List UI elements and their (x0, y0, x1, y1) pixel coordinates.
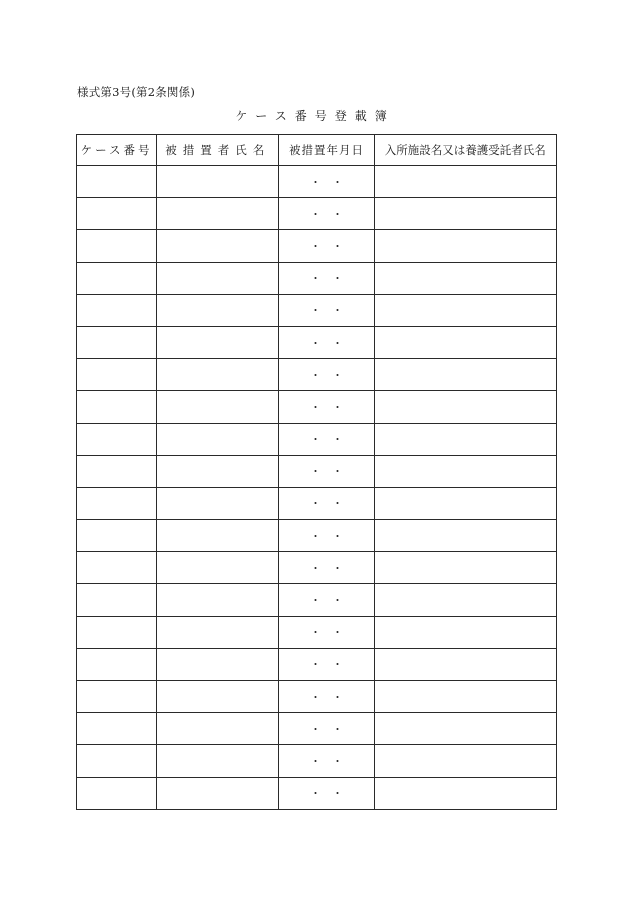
case-number-cell[interactable] (77, 455, 157, 487)
person-name-cell[interactable] (157, 262, 279, 294)
case-number-cell[interactable] (77, 391, 157, 423)
table-row (77, 713, 557, 745)
case-number-cell[interactable] (77, 777, 157, 809)
placement-date-cell[interactable]: ・ ・ (279, 681, 374, 713)
placement-date-cell[interactable]: ・ ・ (279, 520, 374, 552)
person-name-cell[interactable] (157, 745, 279, 777)
facility-cell[interactable] (374, 326, 556, 358)
facility-cell[interactable] (374, 423, 556, 455)
placement-date-cell[interactable]: ・ ・ (279, 745, 374, 777)
table-row (77, 552, 557, 584)
facility-cell[interactable] (374, 455, 556, 487)
table-row (77, 745, 557, 777)
table-row (77, 359, 557, 391)
case-number-cell[interactable] (77, 166, 157, 198)
form-number: 様式第3号(第2条関係) (77, 85, 196, 99)
person-name-cell[interactable] (157, 166, 279, 198)
placement-date-cell[interactable]: ・ ・ (279, 391, 374, 423)
placement-date-cell[interactable]: ・ ・ (279, 166, 374, 198)
facility-cell[interactable] (374, 648, 556, 680)
facility-cell[interactable] (374, 520, 556, 552)
table-row (77, 616, 557, 648)
person-name-cell[interactable] (157, 777, 279, 809)
table-row (77, 584, 557, 616)
table-row (77, 262, 557, 294)
person-name-cell[interactable] (157, 198, 279, 230)
case-number-cell[interactable] (77, 423, 157, 455)
table-row (77, 423, 557, 455)
placement-date-cell[interactable]: ・ ・ (279, 552, 374, 584)
facility-cell[interactable] (374, 745, 556, 777)
case-number-cell[interactable] (77, 616, 157, 648)
person-name-cell[interactable] (157, 648, 279, 680)
case-number-cell[interactable] (77, 230, 157, 262)
facility-cell[interactable] (374, 166, 556, 198)
placement-date-cell[interactable]: ・ ・ (279, 230, 374, 262)
person-name-cell[interactable] (157, 552, 279, 584)
table-row (77, 294, 557, 326)
placement-date-cell[interactable]: ・ ・ (279, 198, 374, 230)
placement-date-cell[interactable]: ・ ・ (279, 423, 374, 455)
placement-date-cell[interactable]: ・ ・ (279, 584, 374, 616)
table-row (77, 777, 557, 809)
placement-date-cell[interactable]: ・ ・ (279, 455, 374, 487)
placement-date-cell[interactable]: ・ ・ (279, 294, 374, 326)
person-name-cell[interactable] (157, 326, 279, 358)
table-row (77, 520, 557, 552)
table-row (77, 487, 557, 519)
facility-cell[interactable] (374, 584, 556, 616)
register-title-text: ケース番号登載簿 (235, 109, 395, 123)
person-name-cell[interactable] (157, 294, 279, 326)
facility-cell[interactable] (374, 230, 556, 262)
placement-date-cell[interactable]: ・ ・ (279, 777, 374, 809)
person-name-cell[interactable] (157, 359, 279, 391)
case-number-cell[interactable] (77, 648, 157, 680)
person-name-cell[interactable] (157, 230, 279, 262)
case-number-cell[interactable] (77, 552, 157, 584)
facility-cell[interactable] (374, 262, 556, 294)
facility-cell[interactable] (374, 681, 556, 713)
facility-cell[interactable] (374, 487, 556, 519)
placement-date-cell[interactable]: ・ ・ (279, 359, 374, 391)
facility-cell[interactable] (374, 198, 556, 230)
facility-cell[interactable] (374, 777, 556, 809)
person-name-cell[interactable] (157, 681, 279, 713)
header-case-number: ケース番号 (77, 135, 157, 166)
placement-date-cell[interactable]: ・ ・ (279, 713, 374, 745)
case-number-register-table (76, 134, 557, 810)
case-number-cell[interactable] (77, 520, 157, 552)
register-title (0, 107, 630, 124)
placement-date-cell[interactable]: ・ ・ (279, 616, 374, 648)
placement-date-cell[interactable]: ・ ・ (279, 326, 374, 358)
header-person-name: 被措置者氏名 (157, 135, 279, 166)
table-row (77, 326, 557, 358)
placement-date-cell[interactable]: ・ ・ (279, 487, 374, 519)
person-name-cell[interactable] (157, 584, 279, 616)
table-row (77, 198, 557, 230)
case-number-cell[interactable] (77, 713, 157, 745)
placement-date-cell[interactable]: ・ ・ (279, 648, 374, 680)
person-name-cell[interactable] (157, 455, 279, 487)
table-row (77, 391, 557, 423)
table-row (77, 681, 557, 713)
facility-cell[interactable] (374, 713, 556, 745)
placement-date-cell[interactable]: ・ ・ (279, 262, 374, 294)
facility-cell[interactable] (374, 359, 556, 391)
table-row (77, 230, 557, 262)
case-number-cell[interactable] (77, 294, 157, 326)
case-number-cell[interactable] (77, 584, 157, 616)
person-name-cell[interactable] (157, 423, 279, 455)
case-number-cell[interactable] (77, 745, 157, 777)
table-row (77, 166, 557, 198)
facility-cell[interactable] (374, 552, 556, 584)
table-row (77, 455, 557, 487)
person-name-cell[interactable] (157, 713, 279, 745)
header-placement-date: 被措置年月日 (279, 135, 374, 166)
case-number-cell[interactable] (77, 359, 157, 391)
case-number-cell[interactable] (77, 681, 157, 713)
person-name-cell[interactable] (157, 487, 279, 519)
table-header-row (77, 135, 557, 166)
case-number-cell[interactable] (77, 487, 157, 519)
facility-cell[interactable] (374, 391, 556, 423)
person-name-cell[interactable] (157, 520, 279, 552)
case-number-cell[interactable] (77, 326, 157, 358)
facility-cell[interactable] (374, 616, 556, 648)
case-number-cell[interactable] (77, 198, 157, 230)
facility-cell[interactable] (374, 294, 556, 326)
person-name-cell[interactable] (157, 391, 279, 423)
case-number-cell[interactable] (77, 262, 157, 294)
person-name-cell[interactable] (157, 616, 279, 648)
table-row (77, 648, 557, 680)
header-facility-or-foster: 入所施設名又は養護受託者氏名 (374, 135, 556, 166)
